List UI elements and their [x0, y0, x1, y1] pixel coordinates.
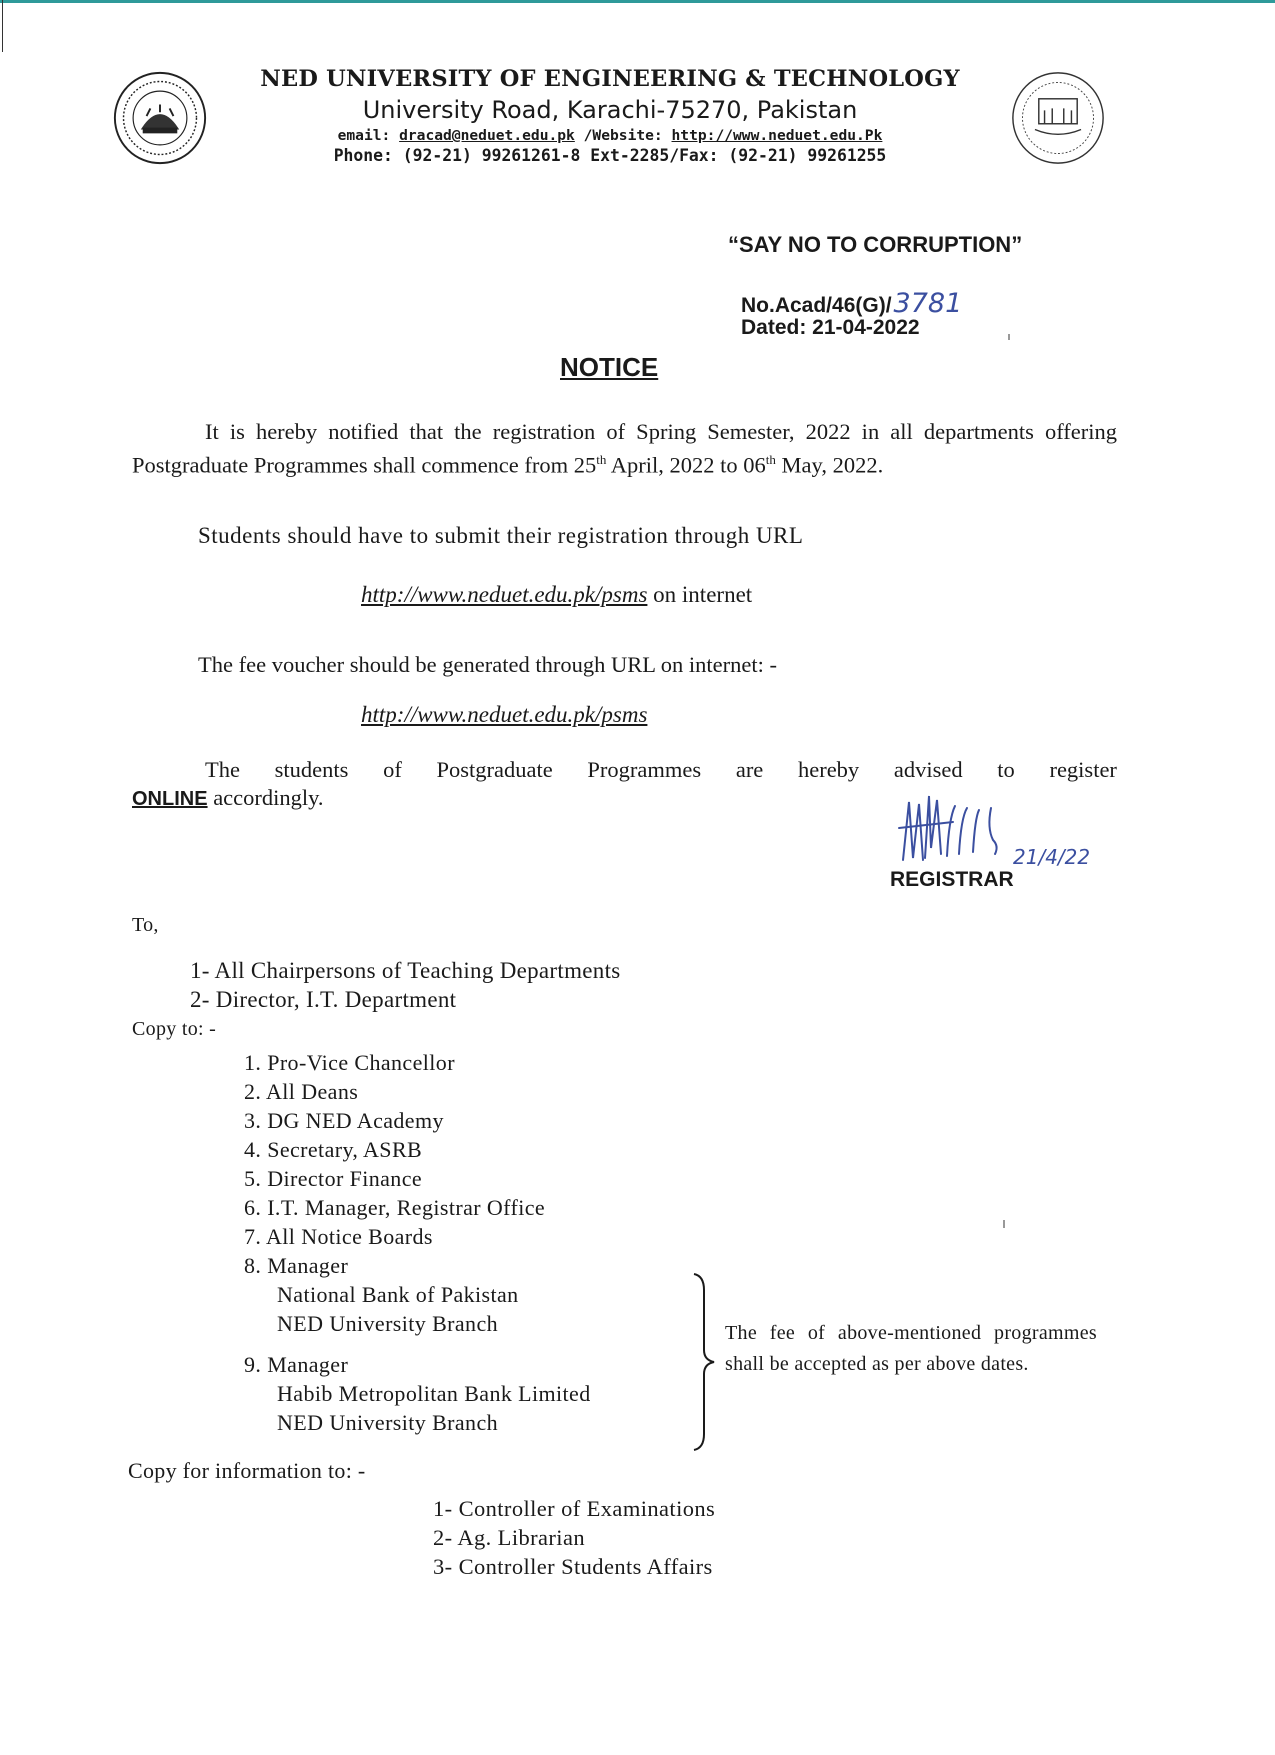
university-seal-right-icon [1010, 70, 1106, 166]
scan-edge [2, 0, 3, 52]
bank-branch-2: NED University Branch [277, 1410, 499, 1435]
signature-date: 21/4/22 [1013, 845, 1091, 869]
recipient-item: 1- All Chairpersons of Teaching Departments [190, 958, 621, 983]
registration-url-line [361, 582, 752, 608]
para1-text-a: It is hereby notified that the registration of Spring Semester, 2022 in all departments offering Postgraduate Programmes shall commence from 25 [132, 419, 1117, 478]
fee-voucher-url-line [361, 702, 647, 728]
copy-to-label: Copy to: - [132, 1018, 217, 1040]
fee-acceptance-note: The fee of above-mentioned programmes shall be accepted as per above dates. [725, 1322, 1097, 1375]
university-name: NED UNIVERSITY OF ENGINEERING & TECHNOLOGY [260, 66, 960, 92]
para1-text-b: April, 2022 to 06 [606, 452, 766, 478]
advice-word: Postgraduate [436, 757, 553, 782]
notice-date: Dated: 21-04-2022 [741, 316, 920, 339]
copy-to-item: 3. DG NED Academy [244, 1108, 444, 1133]
advice-word: to [997, 757, 1015, 782]
registrar-signature [895, 788, 1095, 878]
reference-prefix: No.Acad/46(G)/ [741, 294, 892, 317]
bank-branch-1: NED University Branch [277, 1311, 499, 1336]
fee-voucher-instruction: The fee voucher should be generated through URL on internet: - [198, 652, 777, 677]
para1-sup-2: th [765, 452, 776, 467]
advice-word: hereby [797, 757, 860, 782]
university-address: University Road, Karachi-75270, Pakistan [362, 96, 858, 124]
online-advice-line-1 [132, 756, 1117, 784]
scan-speck [1008, 334, 1010, 340]
email-link[interactable]: dracad@neduet.edu.pk [399, 127, 575, 144]
website-link[interactable]: http://www.neduet.edu.Pk [671, 127, 883, 144]
recipient-item: 2- Director, I.T. Department [190, 987, 457, 1012]
registration-url-link[interactable]: http://www.neduet.edu.pk/psms [361, 582, 648, 607]
advice-word: advised [893, 757, 963, 782]
advice-word: students [274, 757, 349, 782]
contact-line [230, 127, 990, 144]
copy-to-item: 7. All Notice Boards [244, 1224, 433, 1249]
copy-info-item: 3- Controller Students Affairs [433, 1554, 713, 1579]
phone-fax: Phone: (92-21) 99261261-8 Ext-2285/Fax: (92-21) 99261255 [333, 146, 887, 165]
website-label: /Website: [583, 127, 663, 144]
bank-manager-2: 9. Manager [244, 1352, 349, 1377]
copy-info-label: Copy for information to: - [128, 1458, 366, 1483]
notice-title: NOTICE [560, 352, 659, 382]
advice-word: Programmes [587, 757, 702, 782]
university-seal-left-icon [112, 70, 208, 166]
fee-voucher-url-link[interactable]: http://www.neduet.edu.pk/psms [361, 702, 648, 727]
scan-speck [1003, 1220, 1005, 1228]
copy-to-list [244, 1048, 591, 1437]
copy-to-item: 4. Secretary, ASRB [244, 1137, 423, 1162]
copy-to-item: 6. I.T. Manager, Registrar Office [244, 1195, 546, 1220]
advice-word: register [1049, 757, 1117, 782]
to-label: To, [132, 914, 159, 936]
letterhead [230, 66, 990, 165]
reference-number [741, 288, 962, 319]
advice-word: of [383, 757, 402, 782]
copy-info-item: 2- Ag. Librarian [433, 1525, 585, 1550]
online-advice-end: accordingly. [207, 785, 324, 810]
copy-to-item: 1. Pro-Vice Chancellor [244, 1050, 455, 1075]
copy-to-item: 2. All Deans [244, 1079, 359, 1104]
copy-info-item: 1- Controller of Examinations [433, 1496, 716, 1521]
anti-corruption-slogan: “SAY NO TO CORRUPTION” [728, 232, 1023, 257]
submission-instruction: Students should have to submit their registration through URL [198, 523, 804, 548]
online-emphasis: ONLINE [132, 788, 208, 810]
right-brace-icon [692, 1272, 718, 1452]
registration-url-suffix: on internet [647, 582, 753, 607]
registration-paragraph [132, 418, 1117, 480]
copy-to-item: 5. Director Finance [244, 1166, 423, 1191]
reference-handwritten-number: 3781 [893, 288, 963, 319]
para1-text-c: May, 2022. [775, 452, 884, 478]
advice-word: are [735, 757, 764, 782]
email-label: email: [337, 127, 391, 144]
para1-sup-1: th [596, 452, 607, 467]
top-rule [0, 0, 1275, 3]
bank-manager-1: 8. Manager [244, 1253, 349, 1278]
advice-word: The [205, 757, 240, 782]
bank-name-2: Habib Metropolitan Bank Limited [277, 1381, 591, 1406]
registrar-title: REGISTRAR [890, 868, 1014, 891]
copy-info-list [433, 1494, 715, 1581]
bank-name-1: National Bank of Pakistan [277, 1282, 519, 1307]
